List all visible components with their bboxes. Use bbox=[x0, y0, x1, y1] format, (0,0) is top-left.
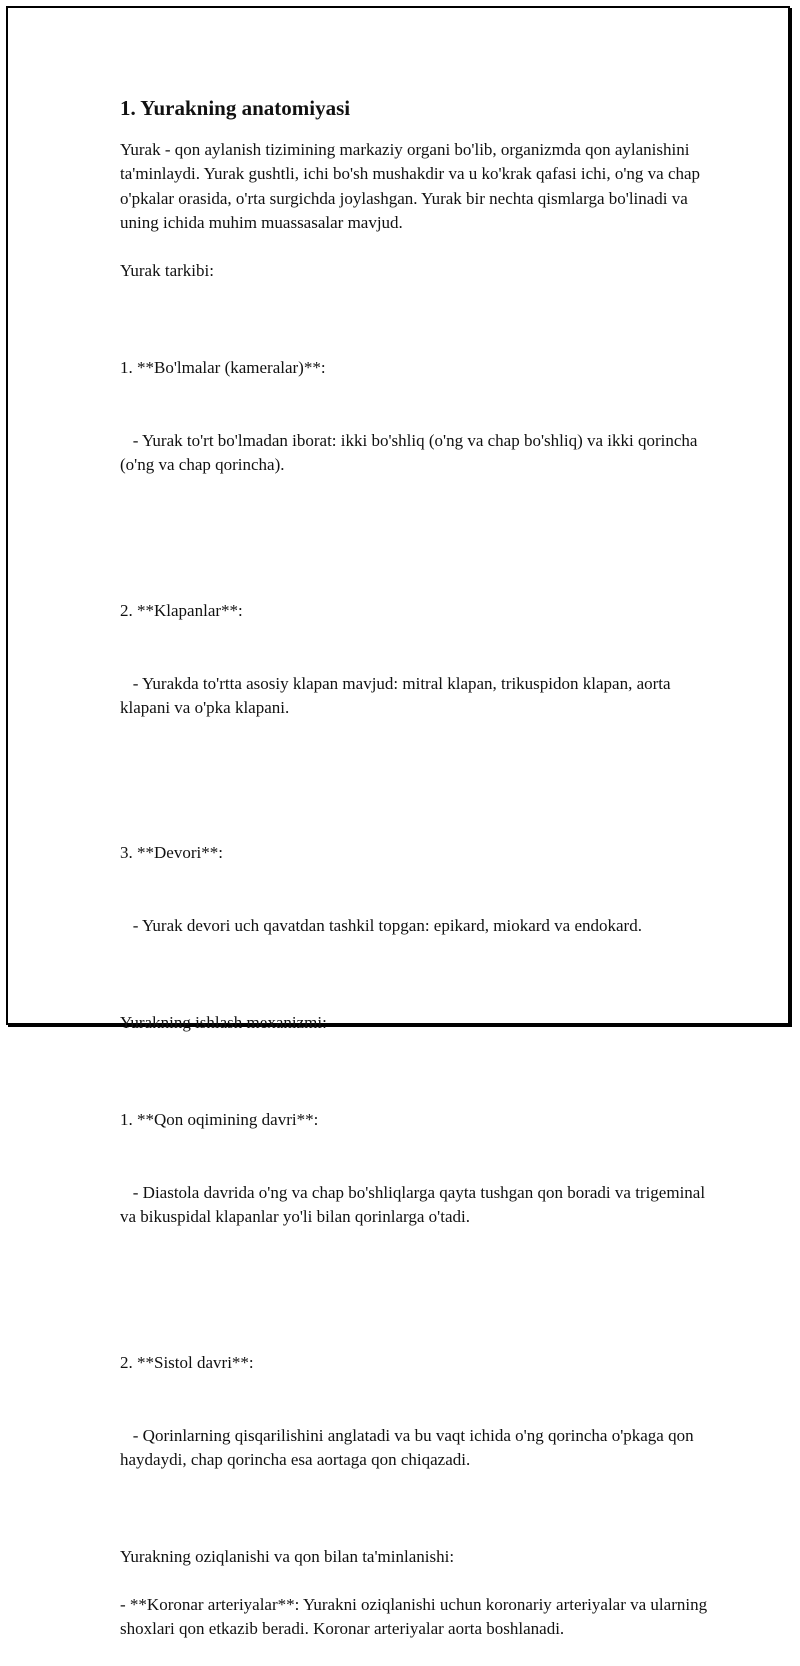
list-item-heading: 1. **Qon oqimining davri**: bbox=[120, 1110, 319, 1130]
list-item bbox=[120, 1302, 710, 1521]
list-item-heading: 3. **Devori**: bbox=[120, 843, 223, 863]
list-item-text: - Yurak devori uch qavatdan tashkil topgan: epikard, miokard va endokard. bbox=[120, 916, 642, 936]
list-item-text: - Qorinlarning qisqarilishini anglatadi va bu vaqt ichida o'ng qorincha o'pkaga qon haydaydi, chap qorincha esa aortaga qon chiqazadi. bbox=[120, 1425, 698, 1469]
list-item-heading: 2. **Sistol davri**: bbox=[120, 1352, 254, 1372]
document-content bbox=[120, 94, 710, 1666]
section-heading-mechanism: Yurakning ishlash mexanizmi: bbox=[120, 1013, 327, 1033]
list-item bbox=[120, 1060, 710, 1279]
list-item bbox=[120, 550, 710, 769]
document-title: 1. Yurakning anatomiyasi bbox=[120, 96, 351, 120]
list-item-text: - Diastola davrida o'ng va chap bo'shliqlarga qayta tushgan qon boradi va trigeminal va bikuspidal klapanlar yo'li bilan qorinlarga o'tadi. bbox=[120, 1182, 710, 1227]
document-page bbox=[6, 6, 790, 1639]
section-heading-composition: Yurak tarkibi: bbox=[120, 261, 214, 281]
section-heading-nutrition: Yurakning oziqlanishi va qon bilan ta'minlanishi: bbox=[120, 1546, 455, 1566]
intro-paragraph: Yurak - qon aylanish tizimining markaziy organi bo'lib, organizmda qon aylanishini ta'minlaydi. Yurak gushtli, ichi bo'sh mushakdir va u ko'krak qafasi ichi, o'ng va chap o'pkalar orasida, o'rta surgichda joylashgan. Yurak bir nechta qismlarga bo'linadi va uning ichida muhim muassasalar mavjud. bbox=[120, 140, 705, 232]
list-item-heading: 2. **Klapanlar**: bbox=[120, 600, 243, 620]
list-item bbox=[120, 793, 710, 987]
coronary-paragraph: - **Koronar arteriyalar**: Yurakni oziqlanishi uchun koronariy arteriyalar va ularning shoxlari qon etkazib beradi. Koronar arteriyalar aorta boshlanadi. bbox=[120, 1595, 712, 1639]
list-item-text: - Yurakda to'rtta asosiy klapan mavjud: mitral klapan, trikuspidon klapan, aorta klapani va o'pka klapani. bbox=[120, 673, 675, 717]
list-item-heading: 1. **Bo'lmalar (kameralar)**: bbox=[120, 358, 326, 378]
list-item bbox=[120, 307, 710, 526]
list-item-text: - Yurak to'rt bo'lmadan iborat: ikki bo'shliq (o'ng va chap bo'shliq) va ikki qorincha (o'ng va chap qorincha). bbox=[120, 430, 702, 475]
